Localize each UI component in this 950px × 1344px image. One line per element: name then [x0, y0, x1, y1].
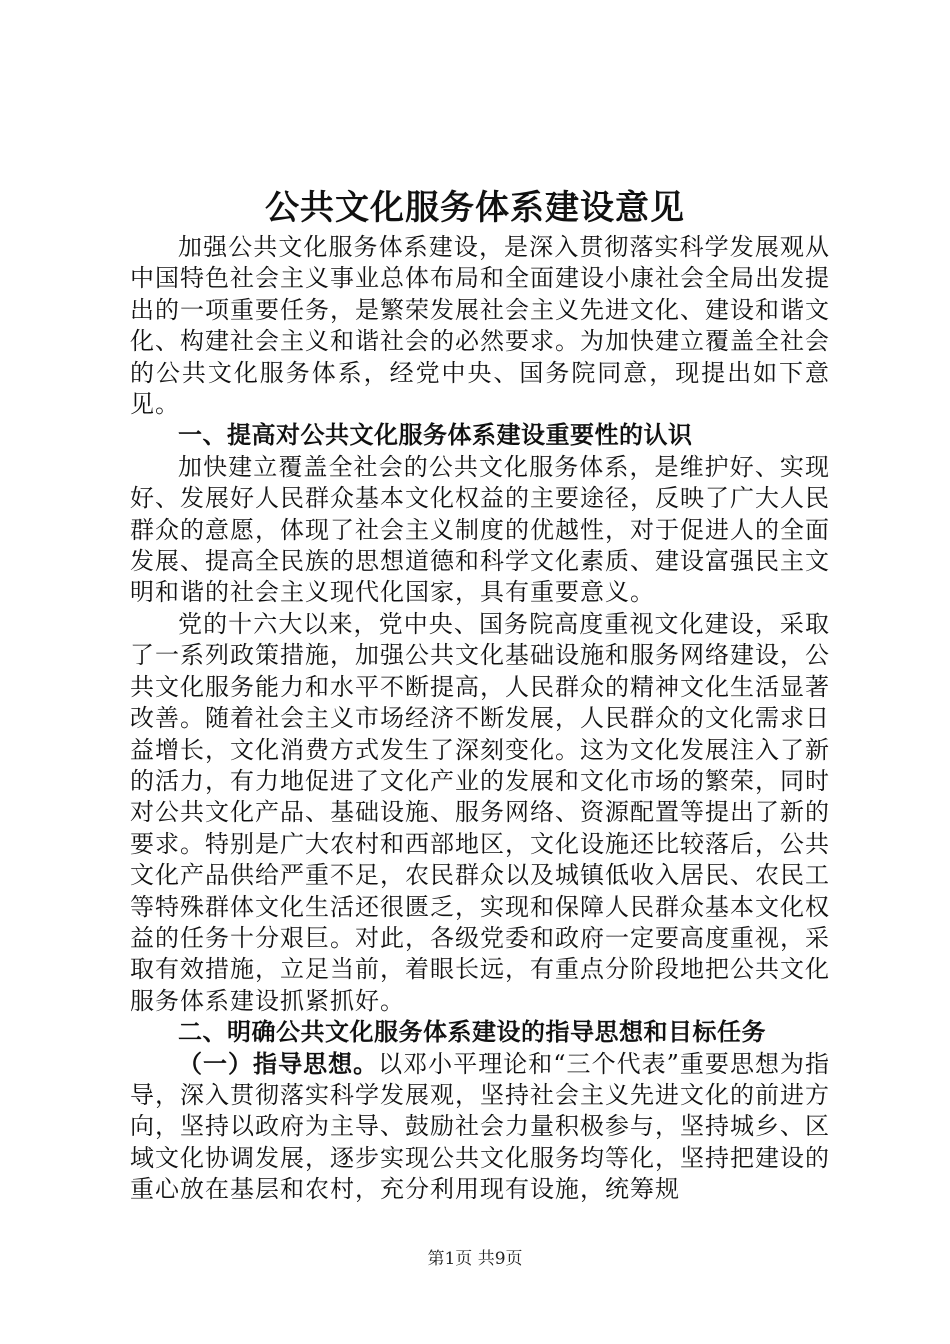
intro-paragraph: 加强公共文化服务体系建设，是深入贯彻落实科学发展观从中国特色社会主义事业总体布局和全面建设小康社会全局出发提出的一项重要任务，是繁荣发展社会主义先进文化、建设和谐文化、构建社会主义和谐社会的必然要求。为加快建立覆盖全社会的公共文化服务体系，经党中央、国务院同意，现提出如下意见。	[130, 233, 830, 419]
document-title: 公共文化服务体系建设意见	[265, 188, 685, 228]
document-body	[130, 232, 830, 1206]
paragraph-lead: （一）指导思想。	[178, 1049, 379, 1078]
paragraph-text: 以邓小平理论和“三个代表”重要思想为指导，深入贯彻落实科学发展观，坚持社会主义先进文化的前进方向，坚持以政府为主导、鼓励社会力量积极参与，坚持城乡、区域文化协调发展，逐步实现公共文化服务均等化，坚持把建设的重心放在基层和农村，充分利用现有设施，统筹规	[130, 1049, 830, 1204]
body-paragraph: 党的十六大以来，党中央、国务院高度重视文化建设，采取了一系列政策措施，加强公共文化基础设施和服务网络建设，公共文化服务能力和水平不断提高，人民群众的精神文化生活显著改善。随着社会主义市场经济不断发展，人民群众的文化需求日益增长，文化消费方式发生了深刻变化。这为文化发展注入了新的活力，有力地促进了文化产业的发展和文化市场的繁荣，同时对公共文化产品、基础设施、服务网络、资源配置等提出了新的要求。特别是广大农村和西部地区，文化设施还比较落后，公共文化产品供给严重不足，农民群众以及城镇低收入居民、农民工等特殊群体文化生活还很匮乏，实现和保障人民群众基本文化权益的任务十分艰巨。对此，各级党委和政府一定要高度重视，采取有效措施，立足当前，着眼长远，有重点分阶段地把公共文化服务体系建设抓紧抓好。	[130, 609, 830, 1015]
body-paragraph: 加快建立覆盖全社会的公共文化服务体系，是维护好、实现好、发展好人民群众基本文化权益的主要途径，反映了广大人民群众的意愿，体现了社会主义制度的优越性，对于促进人的全面发展、提高全民族的思想道德和科学文化素质、建设富强民主文明和谐的社会主义现代化国家，具有重要意义。	[130, 452, 830, 607]
section-heading: 二、明确公共文化服务体系建设的指导思想和目标任务	[178, 1018, 766, 1047]
page-footer: 第1页 共9页	[427, 1249, 523, 1269]
section-heading: 一、提高对公共文化服务体系建设重要性的认识	[178, 421, 693, 450]
body-paragraph	[130, 1049, 830, 1206]
